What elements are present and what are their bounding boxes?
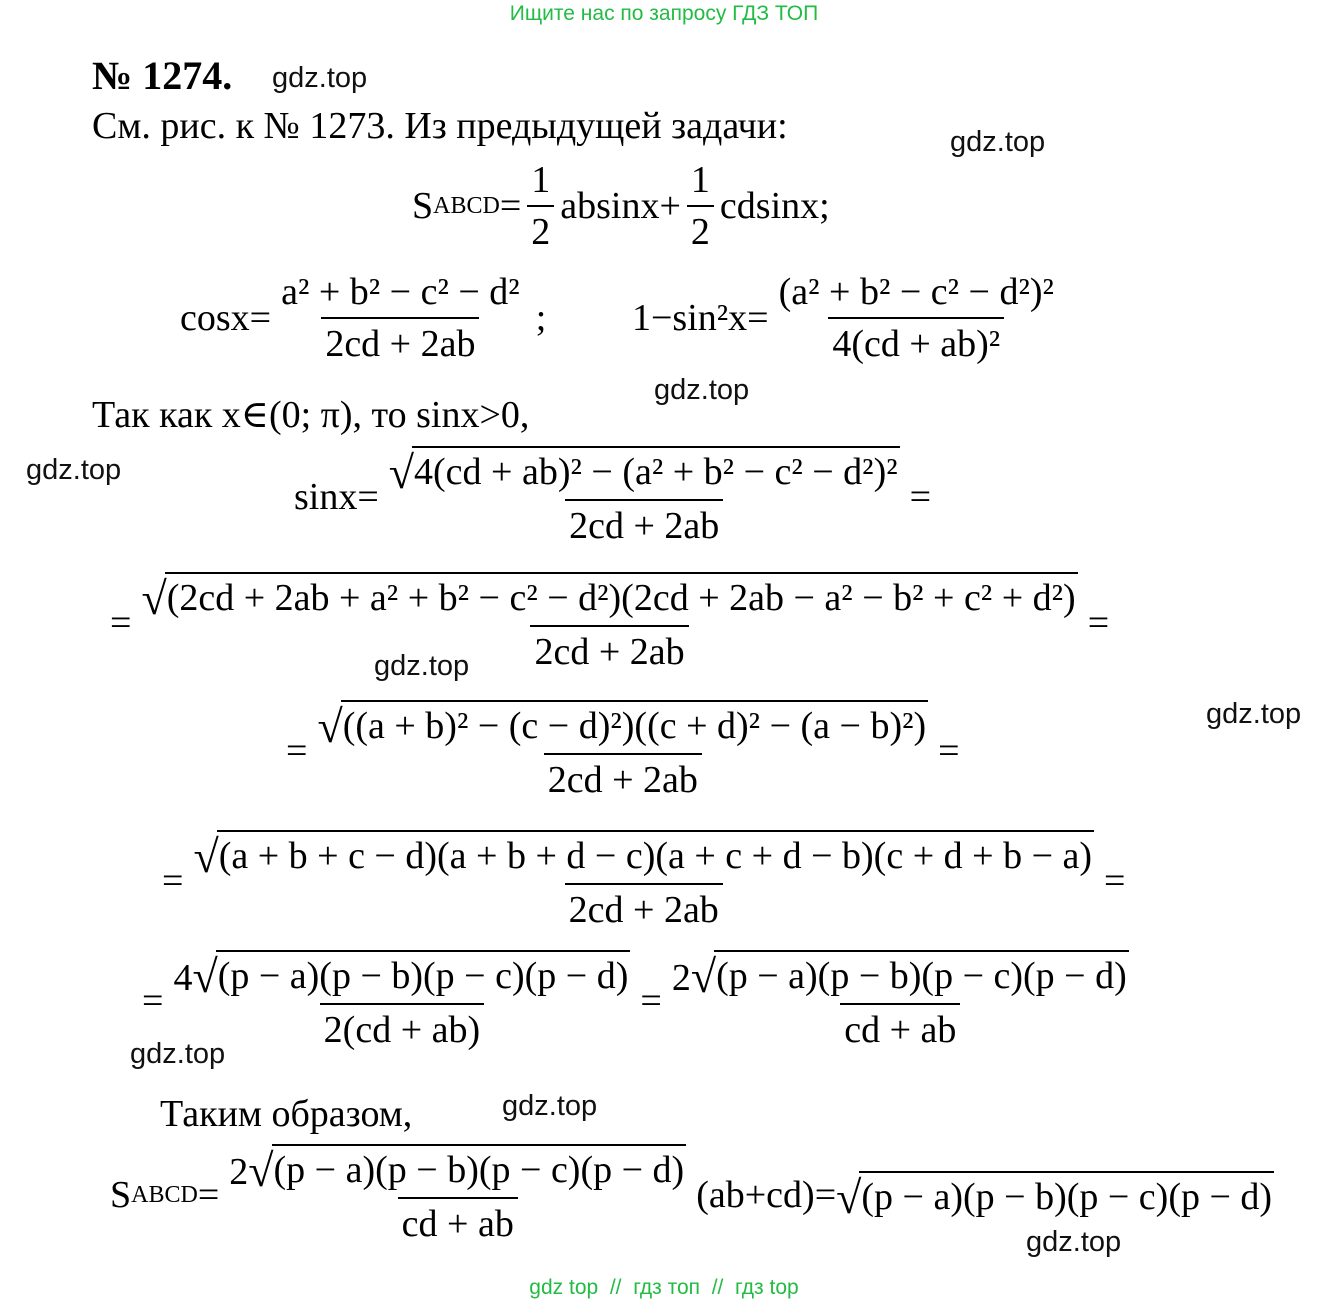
equals-sign: = bbox=[142, 980, 164, 1022]
radicand: 4(cd + ab)² − (a² + b² − c² − d²)² bbox=[412, 446, 900, 494]
step2-fraction bbox=[137, 572, 1081, 674]
half-fraction bbox=[527, 158, 554, 254]
final-subscript: ABCD bbox=[131, 1181, 198, 1208]
coefficient: 4 bbox=[173, 957, 193, 999]
bottom-banner: gdz top // гдз топ // гдз top bbox=[529, 1276, 799, 1299]
coefficient: 2 bbox=[671, 957, 691, 999]
radicand: (a + b + c − d)(a + b + d − c)(a + c + d − b)(c + d + b − a) bbox=[217, 830, 1094, 878]
radicand: (2cd + 2ab + a² + b² − c² − d²)(2cd + 2ab − a² − b² + c² + d²) bbox=[165, 572, 1078, 620]
equals-sign: = bbox=[499, 185, 522, 227]
equals-sign: = bbox=[1087, 602, 1110, 644]
sqrt bbox=[317, 700, 928, 752]
fraction-numerator: (a² + b² − c² − d²)² bbox=[778, 271, 1054, 313]
top-banner: Ищите нас по запросу ГДЗ ТОП bbox=[509, 2, 819, 25]
fraction-numerator: a² + b² − c² − d² bbox=[281, 271, 520, 313]
sin-squared-formula bbox=[632, 270, 1064, 366]
sin-formula-step1 bbox=[294, 446, 931, 548]
equals-sign: = bbox=[1104, 860, 1126, 902]
fraction-denominator: 2 bbox=[687, 205, 714, 254]
area-lhs: S bbox=[412, 185, 434, 227]
sqrt bbox=[388, 446, 900, 498]
thus-text: Таким образом, bbox=[160, 1093, 413, 1135]
radical-sign: √ bbox=[388, 447, 415, 498]
cos-formula bbox=[180, 270, 546, 366]
radicand: (p − a)(p − b)(p − c)(p − d) bbox=[272, 1144, 687, 1192]
sqrt bbox=[141, 572, 1077, 624]
sqrt bbox=[192, 950, 630, 1002]
area-formula bbox=[412, 158, 830, 254]
sqrt bbox=[248, 1144, 686, 1196]
half-fraction bbox=[687, 158, 714, 254]
fraction-denominator: 2cd + 2ab bbox=[565, 499, 723, 548]
cos-fraction bbox=[277, 270, 524, 366]
watermark: gdz.top bbox=[1206, 698, 1302, 730]
radical-sign: √ bbox=[192, 951, 218, 1002]
sin-lhs: sinx= bbox=[294, 476, 379, 518]
equals-sign: = bbox=[640, 980, 662, 1022]
fraction-denominator: 2cd + 2ab bbox=[530, 625, 688, 674]
sin-squared-fraction bbox=[775, 270, 1058, 366]
equals-sign: = bbox=[197, 1174, 220, 1216]
watermark: gdz.top bbox=[130, 1038, 226, 1070]
fraction-numerator bbox=[169, 950, 634, 1003]
area-subscript: ABCD bbox=[433, 192, 500, 219]
watermark: gdz.top bbox=[502, 1090, 598, 1122]
area-term-1: absinx+ bbox=[560, 185, 681, 227]
radical-sign: √ bbox=[690, 951, 717, 1002]
sin-formula-step5 bbox=[142, 950, 1139, 1052]
area-term-2: cdsinx; bbox=[719, 185, 830, 227]
equals-sign: = bbox=[938, 730, 960, 772]
equals-sign: = bbox=[909, 476, 932, 518]
semicolon: ; bbox=[535, 297, 547, 339]
final-sqrt bbox=[836, 1171, 1274, 1223]
radical-sign: √ bbox=[317, 701, 343, 752]
radicand: ((a + b)² − (c − d)²)((c + d)² − (a − b)²) bbox=[341, 700, 928, 748]
watermark: gdz.top bbox=[950, 126, 1046, 158]
sqrt bbox=[690, 950, 1129, 1002]
fraction-numerator: 1 bbox=[531, 159, 551, 201]
step5-fraction bbox=[169, 950, 634, 1052]
fraction-numerator bbox=[225, 1144, 690, 1197]
sqrt bbox=[193, 830, 1094, 882]
step4-fraction bbox=[189, 830, 1098, 932]
fraction-denominator: 2(cd + ab) bbox=[320, 1003, 484, 1052]
radical-sign: √ bbox=[193, 831, 219, 882]
fraction-denominator: 2cd + 2ab bbox=[321, 317, 479, 366]
equals-sign: = bbox=[110, 602, 132, 644]
watermark: gdz.top bbox=[26, 454, 122, 486]
step3-fraction bbox=[313, 700, 932, 802]
radical-sign: √ bbox=[248, 1145, 274, 1196]
final-lhs: S bbox=[110, 1174, 132, 1216]
fraction-numerator bbox=[668, 950, 1133, 1003]
radicand: (p − a)(p − b)(p − c)(p − d) bbox=[859, 1171, 1274, 1219]
watermark: gdz.top bbox=[654, 374, 750, 406]
fraction-numerator bbox=[313, 700, 932, 753]
intro-text: См. рис. к № 1273. Из предыдущей задачи: bbox=[92, 105, 788, 147]
coefficient: 2 bbox=[229, 1151, 249, 1193]
fraction-numerator bbox=[137, 572, 1081, 625]
radical-sign: √ bbox=[836, 1172, 862, 1223]
fraction-denominator: cd + ab bbox=[840, 1003, 960, 1052]
sin-formula-step4 bbox=[162, 830, 1125, 932]
final-middle: (ab+cd)= bbox=[696, 1174, 837, 1216]
radical-sign: √ bbox=[141, 573, 167, 624]
sin-fraction bbox=[385, 446, 904, 548]
fraction-denominator: 2cd + 2ab bbox=[544, 753, 702, 802]
sin-squared-lhs: 1−sin²x= bbox=[632, 297, 769, 339]
final-fraction bbox=[225, 1144, 690, 1246]
fraction-denominator: 4(cd + ab)² bbox=[828, 317, 1004, 366]
watermark: gdz.top bbox=[374, 650, 470, 682]
fraction-denominator: 2cd + 2ab bbox=[565, 883, 723, 932]
fraction-denominator: cd + ab bbox=[398, 1197, 518, 1246]
since-text: Так как x∈(0; π), то sinx>0, bbox=[92, 394, 530, 436]
fraction-numerator bbox=[189, 830, 1098, 883]
sin-formula-step2 bbox=[110, 572, 1109, 674]
equals-sign: = bbox=[162, 860, 184, 902]
watermark: gdz.top bbox=[272, 62, 368, 94]
step6-fraction bbox=[668, 950, 1133, 1052]
equals-sign: = bbox=[286, 730, 308, 772]
fraction-numerator bbox=[385, 446, 904, 499]
sin-formula-step3 bbox=[286, 700, 960, 802]
cos-lhs: cosx= bbox=[180, 297, 272, 339]
fraction-denominator: 2 bbox=[527, 205, 554, 254]
fraction-numerator: 1 bbox=[690, 159, 710, 201]
problem-number: № 1274. bbox=[92, 53, 233, 98]
radicand: (p − a)(p − b)(p − c)(p − d) bbox=[216, 950, 631, 998]
watermark: gdz.top bbox=[1026, 1226, 1122, 1258]
radicand: (p − a)(p − b)(p − c)(p − d) bbox=[714, 950, 1129, 998]
